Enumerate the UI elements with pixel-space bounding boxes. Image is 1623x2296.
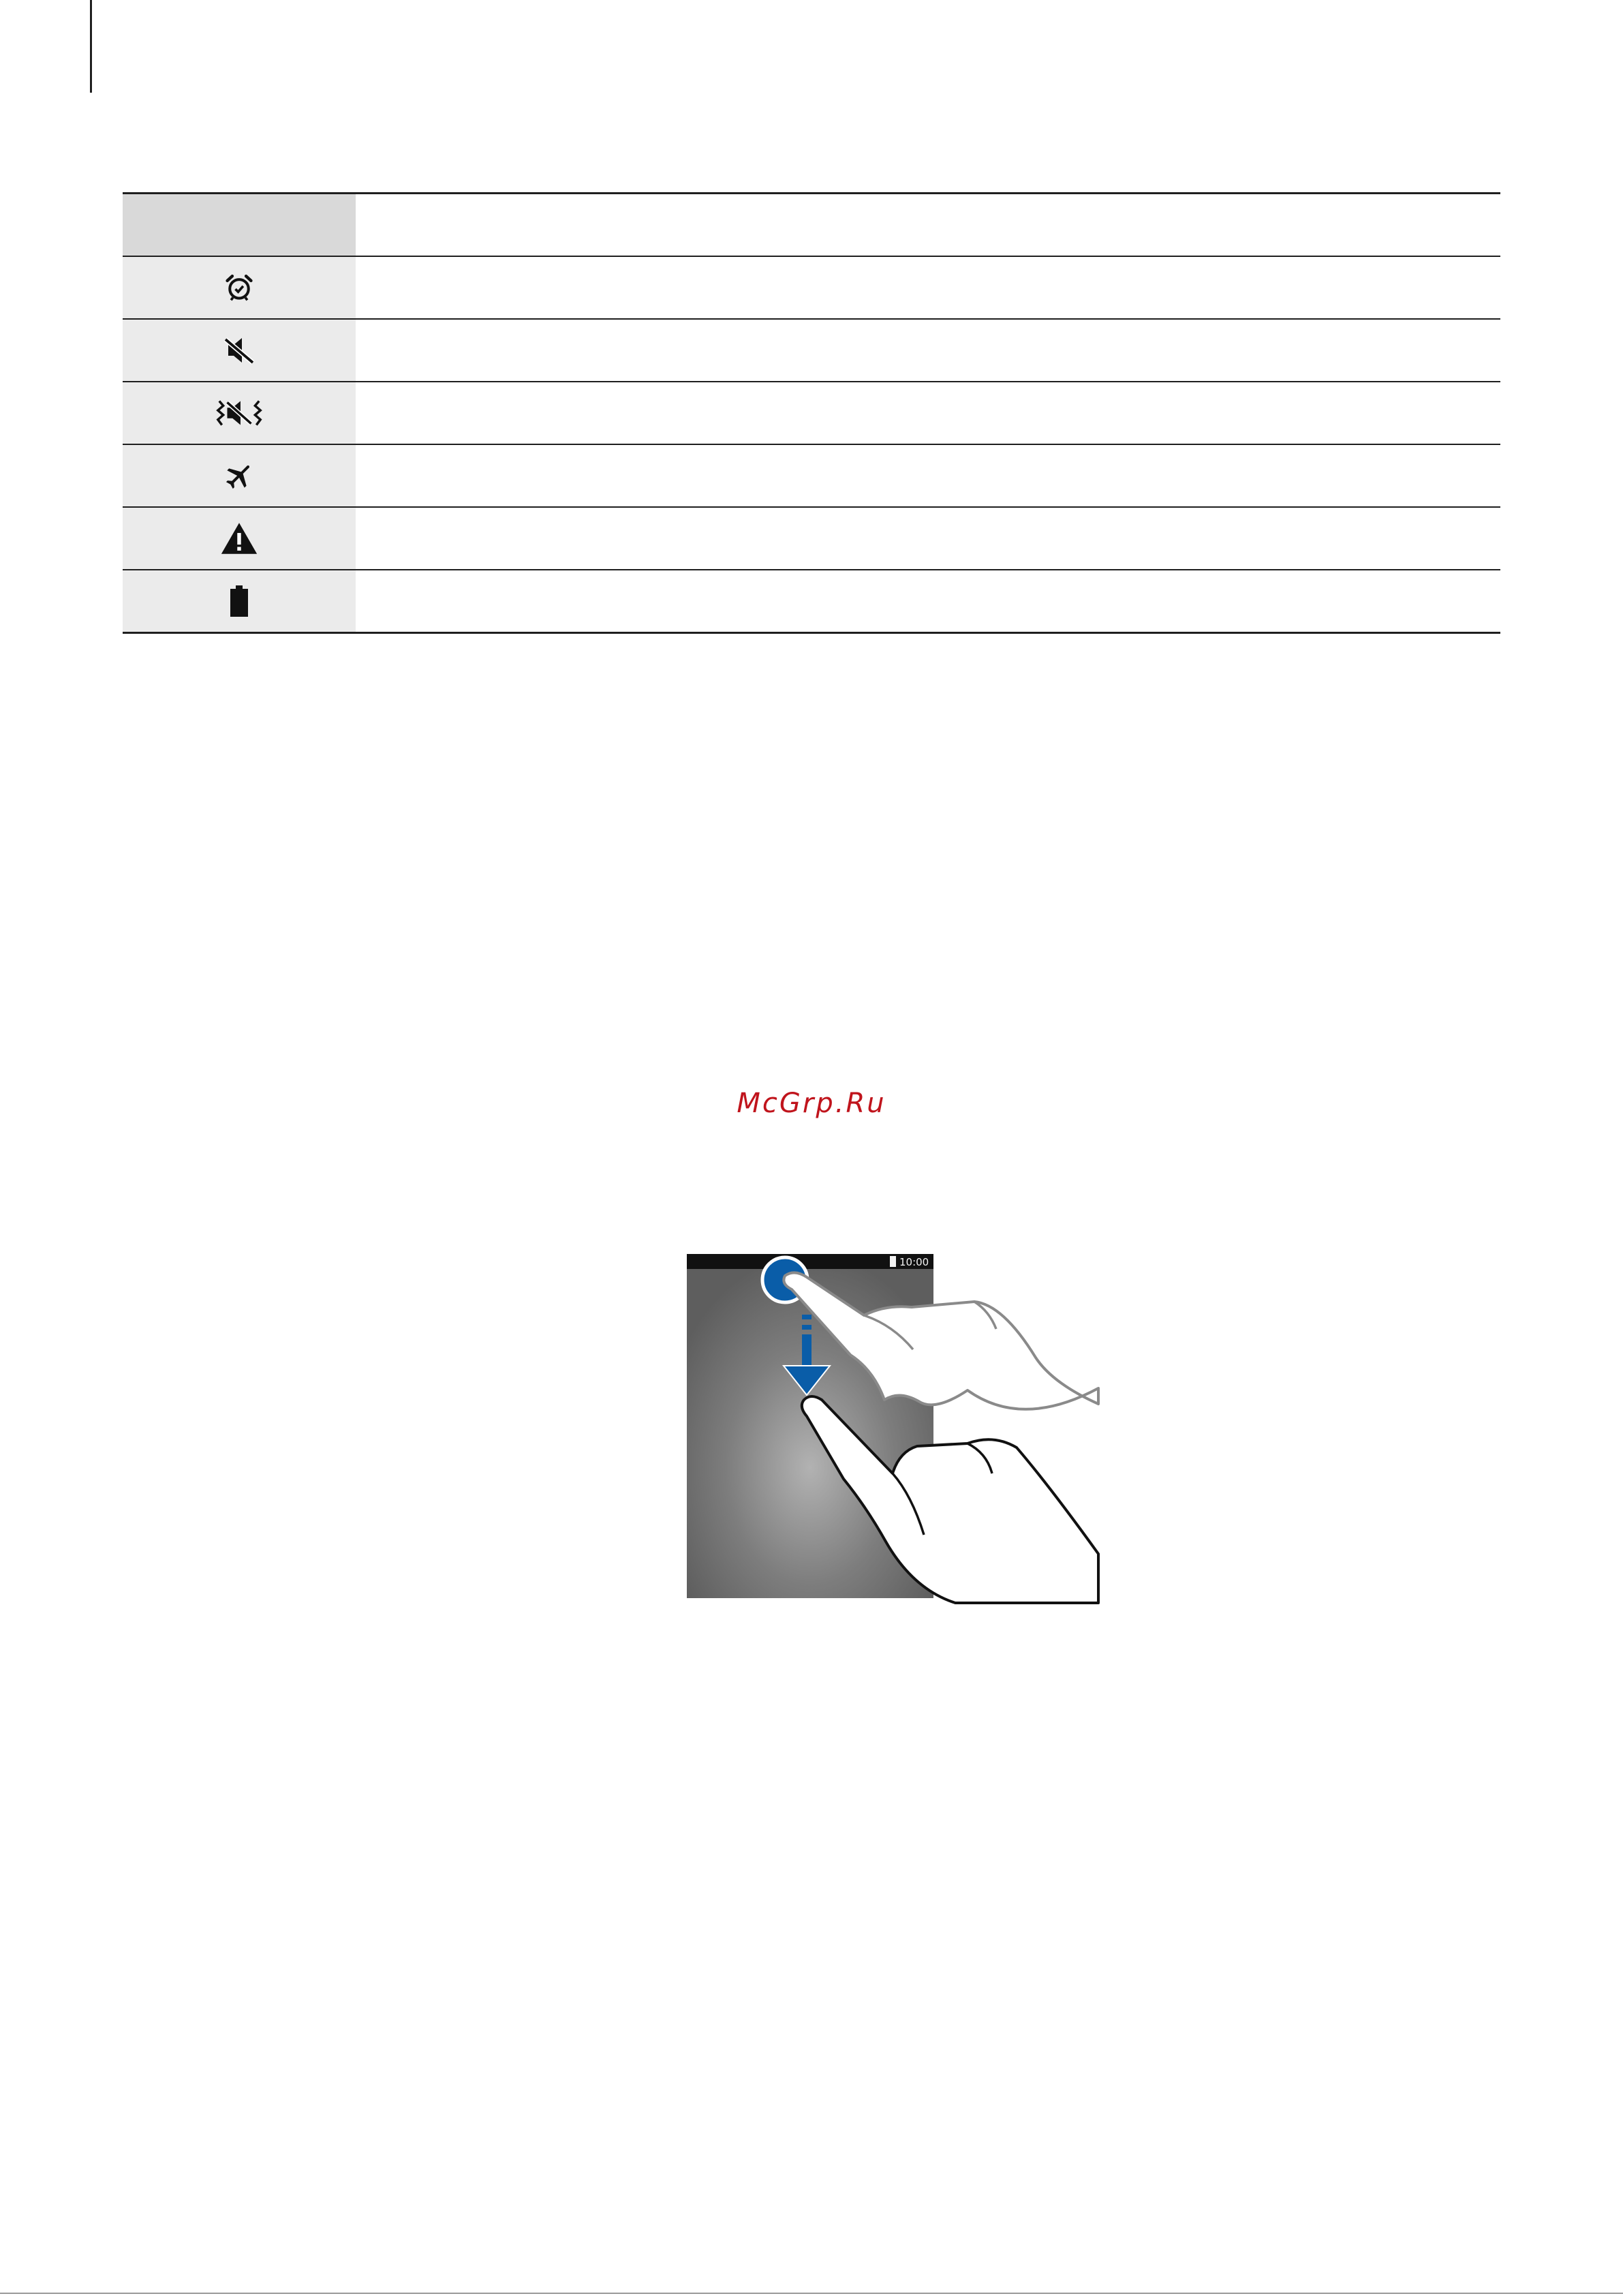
table-row: [123, 382, 1500, 444]
meaning-cell: [356, 444, 1500, 507]
icon-cell: [123, 256, 356, 319]
icon-cell: [123, 319, 356, 382]
table-row: [123, 507, 1500, 570]
table-row: [123, 570, 1500, 633]
table-row: [123, 319, 1500, 382]
page-margin-line: [90, 0, 92, 93]
status-bar-battery-icon: [890, 1256, 896, 1267]
meaning-cell: [356, 319, 1500, 382]
icon-cell: [123, 570, 356, 633]
meaning-cell: [356, 256, 1500, 319]
header-meaning-cell: [356, 194, 1500, 257]
table-header-row: [123, 194, 1500, 257]
page-footer-line: [0, 2293, 1623, 2294]
mute-speaker-icon: [223, 335, 256, 365]
airplane-icon: [223, 459, 256, 492]
warning-icon: [220, 521, 258, 555]
alarm-clock-icon: [224, 273, 254, 303]
status-icons-table: [123, 192, 1500, 634]
phone-status-bar: [687, 1254, 933, 1269]
vibrate-mode-icon: [214, 398, 264, 428]
table-row: [123, 256, 1500, 319]
icon-cell: [123, 507, 356, 570]
table-row: [123, 444, 1500, 507]
meaning-cell: [356, 570, 1500, 633]
header-icon-cell: [123, 194, 356, 257]
icon-cell: [123, 382, 356, 444]
meaning-cell: [356, 382, 1500, 444]
watermark-text: McGrp.Ru: [737, 1088, 886, 1119]
icon-cell: [123, 444, 356, 507]
swipe-down-illustration: [681, 1249, 1117, 1610]
meaning-cell: [356, 507, 1500, 570]
status-bar-time: 10:00: [899, 1256, 929, 1268]
battery-icon: [229, 585, 249, 617]
